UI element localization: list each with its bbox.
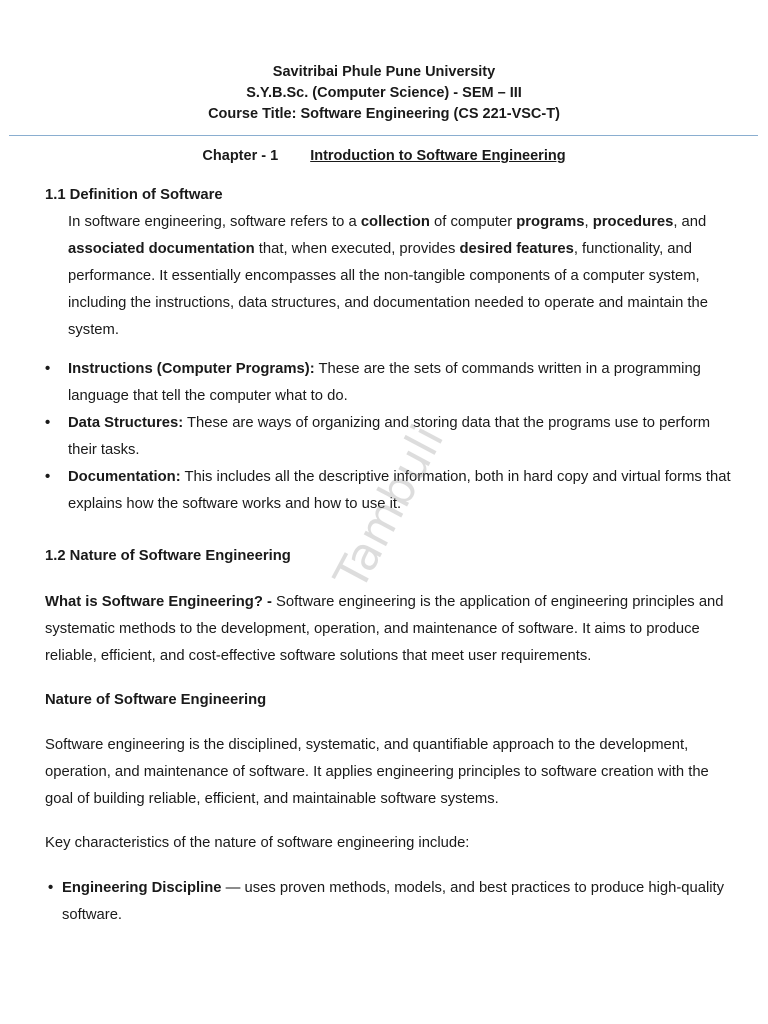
bullet-icon: •	[45, 469, 51, 485]
bullet-icon: •	[45, 361, 51, 377]
what-is-se-label: What is Software Engineering? -	[45, 594, 272, 610]
definition-paragraph	[68, 209, 728, 344]
bold-term-collection: collection	[360, 214, 430, 230]
list-item	[45, 410, 735, 464]
section-heading-definition: 1.1 Definition of Software	[45, 187, 223, 203]
chapter-title: Introduction to Software Engineering	[310, 148, 566, 164]
text-run: of computer	[429, 214, 517, 230]
header-divider	[9, 135, 758, 136]
list-item-text: These are the sets of commands written in a programming language that tell the computer what to do.	[68, 361, 701, 404]
list-item-text: This includes all the descriptive information, both in hard copy and virtual forms that explains how the software works and how to use it.	[68, 469, 731, 512]
text-run: In software engineering, software refers to a	[68, 214, 361, 230]
document-header	[0, 62, 768, 125]
text-run: , and	[673, 214, 707, 230]
list-item-label: Instructions (Computer Programs):	[68, 361, 315, 377]
watermark: Tambuli	[323, 416, 455, 598]
list-item-text: — uses proven methods, models, and best practices to produce high-quality software.	[62, 880, 725, 923]
list-item-label: Documentation:	[68, 469, 181, 485]
what-is-se-paragraph	[45, 589, 735, 670]
list-item-label: Engineering Discipline	[62, 880, 222, 896]
list-item	[45, 464, 735, 518]
university-name: Savitribai Phule Pune University	[272, 64, 496, 80]
list-item	[45, 356, 735, 410]
text-run: ,	[584, 214, 593, 230]
bold-term-desired-features: desired features	[459, 241, 574, 257]
nature-subheading: Nature of Software Engineering	[45, 692, 267, 708]
course-title: Course Title: Software Engineering (CS 221-VSC-T)	[208, 106, 560, 122]
bold-term-associated-documentation: associated documentation	[68, 241, 255, 257]
what-is-se-text: Software engineering is the application of engineering principles and systematic methods to the development, operation, and maintenance of software. It aims to produce reliable, efficient, and cost-effective software solutions that meet user requirements.	[45, 594, 724, 664]
key-characteristics-intro: Key characteristics of the nature of software engineering include:	[45, 835, 470, 851]
bold-term-procedures: procedures	[592, 214, 674, 230]
nature-paragraph: Software engineering is the disciplined, systematic, and quantifiable approach to the development, operation, and maintenance of software. It applies engineering principles to software creation with the goal of building reliable, efficient, and maintainable software systems.	[45, 737, 709, 807]
software-components-list	[45, 356, 735, 518]
bold-term-programs: programs	[516, 214, 585, 230]
chapter-number: Chapter - 1	[202, 148, 279, 164]
bullet-icon: •	[45, 415, 51, 431]
section-heading-nature: 1.2 Nature of Software Engineering	[45, 548, 291, 564]
bullet-icon: •	[48, 880, 54, 896]
list-item	[48, 875, 728, 929]
program-name: S.Y.B.Sc. (Computer Science) - SEM – III	[246, 85, 522, 101]
chapter-heading	[0, 146, 768, 166]
list-item-text: These are ways of organizing and storing data that the programs use to perform their tasks.	[68, 415, 711, 458]
text-run: that, when executed, provides	[254, 241, 460, 257]
text-run: , functionality, and performance. It essentially encompasses all the non-tangible components of a computer system, including the instructions, data structures, and documentation needed to operate and maintain the system.	[68, 241, 708, 338]
key-characteristics-list	[48, 875, 728, 929]
list-item-label: Data Structures:	[68, 415, 184, 431]
